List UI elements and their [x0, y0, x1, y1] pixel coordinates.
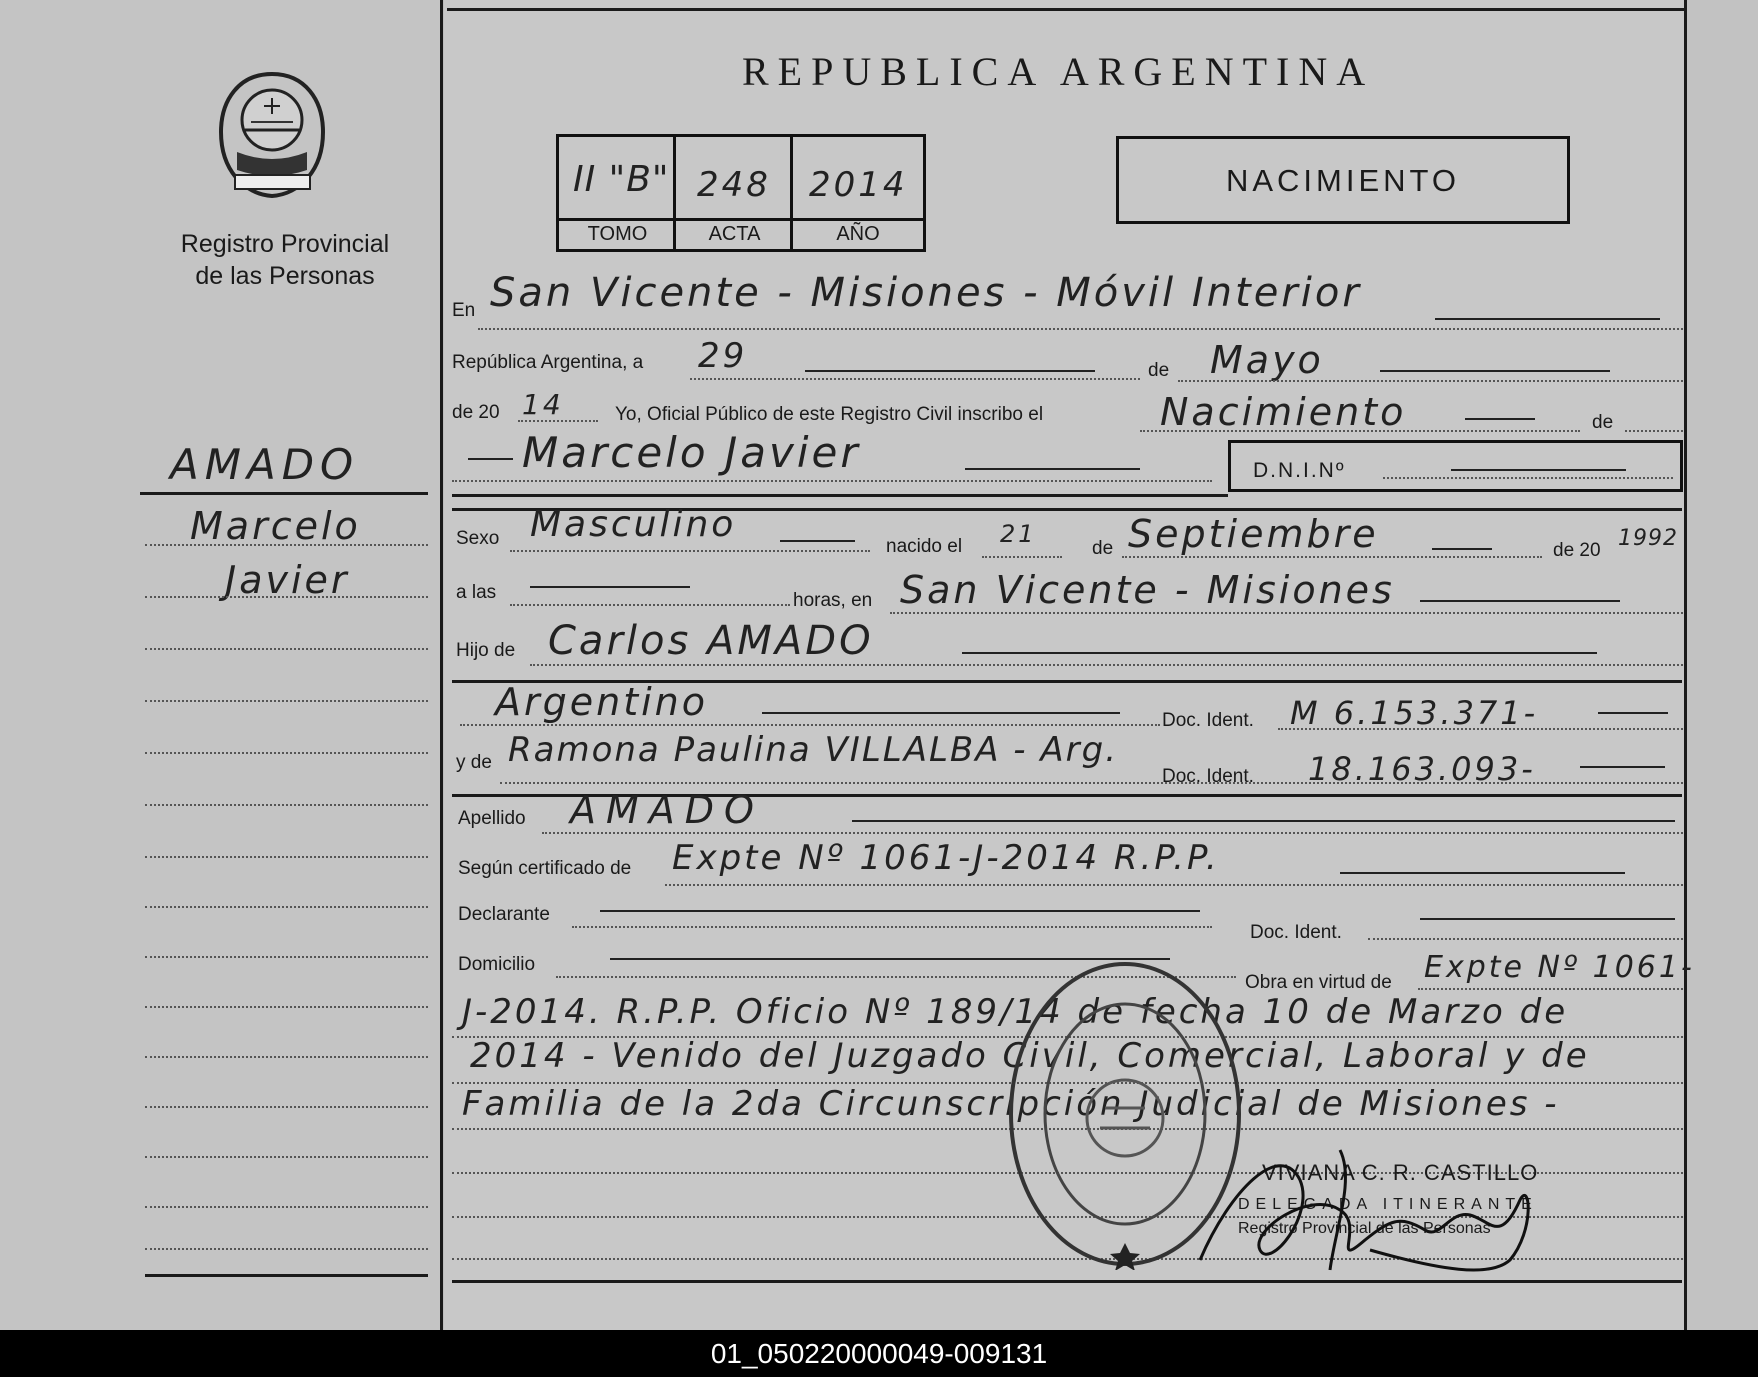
- left-dots: [145, 1248, 428, 1250]
- nacido-month-dots: [1122, 556, 1542, 558]
- madre-dash: [1580, 766, 1665, 768]
- tomo-value: II "B": [573, 159, 670, 200]
- left-name1: Marcelo: [190, 504, 361, 548]
- year-dots: [518, 420, 598, 422]
- horas-label: horas, en: [793, 590, 873, 611]
- left-dots: [145, 700, 428, 702]
- padre-doc-dots: [1278, 728, 1683, 730]
- acta-label: ACTA: [708, 223, 761, 245]
- signature-org: Registro Provincial de las Personas: [1238, 1220, 1491, 1237]
- left-dots: [145, 596, 428, 598]
- padre-doc-label: Doc. Ident.: [1162, 710, 1254, 731]
- padre-nac-dash: [762, 712, 1120, 714]
- nombre-value: Marcelo Javier: [522, 428, 861, 477]
- en-value: San Vicente - Misiones - Móvil Interior: [490, 270, 1362, 316]
- sexo-dash: [780, 540, 855, 542]
- padre-value: Carlos AMADO: [548, 618, 874, 664]
- country-title: REPUBLICA ARGENTINA: [742, 49, 1375, 94]
- padre-nac: Argentino: [495, 680, 708, 724]
- dni-label: D.N.I.Nº: [1253, 459, 1346, 482]
- yde-label: y de: [456, 752, 492, 773]
- nacido-year: 1992: [1618, 526, 1678, 551]
- inscribo-value: Nacimiento: [1160, 390, 1407, 434]
- obra-value: Expte Nº 1061-: [1424, 950, 1695, 985]
- en-label: En: [452, 300, 476, 321]
- left-bottom-rule: [145, 1274, 428, 1277]
- left-dots: [145, 1106, 428, 1108]
- en-dots: [478, 328, 1683, 330]
- madre-doc-label: Doc. Ident.: [1162, 766, 1254, 787]
- province-seal-logo: [215, 70, 330, 200]
- nacido-de-label: de: [1092, 538, 1114, 559]
- nacido-label: nacido el: [886, 536, 963, 557]
- right-margin: [1687, 0, 1758, 1330]
- hijo-label: Hijo de: [456, 640, 516, 661]
- yo-label: Yo, Oficial Público de este Registro Civil inscribo el: [615, 404, 1044, 425]
- padre-doc: M 6.153.371-: [1290, 694, 1539, 732]
- segun-label: Según certificado de: [458, 858, 632, 879]
- obs-line3: Familia de la 2da Circunscripción Judicial de Misiones -: [462, 1084, 1560, 1124]
- left-dots: [145, 544, 428, 546]
- top-rule: [447, 8, 1684, 11]
- doc-type-box: [1116, 136, 1570, 224]
- org-name-line2: de las Personas: [195, 262, 375, 290]
- declarante-dash: [600, 910, 1200, 912]
- padre-dash: [962, 652, 1597, 654]
- domicilio-label: Domicilio: [458, 954, 536, 975]
- obra-dots: [1418, 988, 1683, 990]
- inscribo-dash: [1465, 418, 1535, 420]
- left-dots: [145, 906, 428, 908]
- left-surname-rule: [140, 492, 428, 495]
- year-value: 14: [522, 388, 564, 421]
- de-label: de: [1148, 360, 1170, 381]
- padre-doc-dash: [1598, 712, 1668, 714]
- declarante-doc-dash: [1420, 918, 1675, 920]
- inscribo-dots: [1140, 430, 1580, 432]
- signature-title: DELEGADA ITINERANTE: [1238, 1196, 1538, 1213]
- left-name2: Javier: [225, 558, 350, 602]
- madre-doc: 18.163.093-: [1308, 750, 1536, 788]
- tomo-label: TOMO: [587, 223, 648, 245]
- obs-line1: J-2014. R.P.P. Oficio Nº 189/14 de fecha 10 de Marzo de: [462, 992, 1569, 1032]
- obs-line2: 2014 - Venido del Juzgado Civil, Comercial, Laboral y de: [470, 1036, 1590, 1076]
- nacido-dash: [1432, 548, 1492, 550]
- nombre-dash-left: [468, 458, 513, 460]
- segun-dash: [1340, 872, 1625, 874]
- nacido-day: 21: [1000, 520, 1037, 548]
- apellido-label: Apellido: [458, 808, 526, 829]
- registry-box: [556, 134, 926, 252]
- obra-label: Obra en virtud de: [1245, 972, 1392, 993]
- de-end-label: de: [1592, 412, 1614, 433]
- day-value: 29: [698, 336, 748, 376]
- org-name-line1: Registro Provincial: [180, 230, 390, 258]
- alas-label: a las: [456, 582, 497, 603]
- declarante-dots: [572, 926, 1212, 928]
- declarante-label: Declarante: [458, 904, 550, 925]
- declarante-doc-label: Doc. Ident.: [1250, 922, 1342, 943]
- day-dots: [690, 378, 1140, 380]
- alas-dash: [530, 586, 690, 588]
- left-divider: [440, 0, 443, 1330]
- left-dots: [145, 1206, 428, 1208]
- apellido-dots: [542, 832, 1683, 834]
- alas-dots: [510, 604, 790, 606]
- bottom-rule: [452, 1280, 1682, 1283]
- day-dash: [805, 370, 1095, 372]
- horas-place: San Vicente - Misiones: [900, 568, 1395, 612]
- segun-value: Expte Nº 1061-J-2014 R.P.P.: [672, 838, 1220, 878]
- signature-name: VIVIANA C. R. CASTILLO: [1262, 1160, 1539, 1185]
- nacido-day-dots: [982, 556, 1062, 558]
- apellido-dash: [852, 820, 1675, 822]
- month-dots: [1178, 380, 1683, 382]
- left-dots: [145, 648, 428, 650]
- de20-label: de 20: [452, 402, 500, 423]
- left-dots: [145, 956, 428, 958]
- dni-dash: [1451, 469, 1626, 471]
- anio-value: 2014: [809, 165, 908, 205]
- rep-label: República Argentina, a: [452, 352, 644, 373]
- anio-label: AÑO: [836, 223, 880, 245]
- en-dash: [1435, 318, 1660, 320]
- handwritten-signature: [1190, 1120, 1550, 1280]
- padre-dots: [530, 664, 1683, 666]
- dni-box: [1228, 440, 1683, 492]
- doc-type-label: NACIMIENTO: [1225, 163, 1461, 198]
- madre-value: Ramona Paulina VILLALBA - Arg.: [508, 730, 1119, 770]
- sexo-label: Sexo: [456, 528, 500, 549]
- month-value: Mayo: [1210, 338, 1324, 382]
- madre-dots: [500, 782, 1683, 784]
- horas-dash: [1420, 600, 1620, 602]
- nombre-dots: [452, 480, 1212, 482]
- acta-value: 248: [697, 165, 771, 205]
- left-dots: [145, 1156, 428, 1158]
- sexo-dots: [510, 550, 870, 552]
- nombre-dash: [965, 468, 1140, 470]
- segun-dots: [665, 884, 1683, 886]
- sexo-value: Masculino: [530, 504, 737, 545]
- apellido-value: AMADO: [570, 788, 764, 832]
- left-dots: [145, 856, 428, 858]
- left-dots: [145, 752, 428, 754]
- footer-barcode-text: 01_050220000049-009131: [0, 1330, 1758, 1377]
- section-rule-1: [452, 494, 1228, 497]
- declarante-doc-dots: [1368, 938, 1683, 940]
- left-dots: [145, 804, 428, 806]
- left-dots: [145, 1056, 428, 1058]
- nacido-de20-label: de 20: [1553, 540, 1601, 561]
- horas-dots: [890, 612, 1683, 614]
- left-surname: AMADO: [170, 440, 360, 489]
- padre-nac-dots: [460, 724, 1160, 726]
- month-dash: [1380, 370, 1610, 372]
- dni-dots: [1383, 477, 1673, 479]
- left-dots: [145, 1006, 428, 1008]
- nacido-month: Septiembre: [1128, 512, 1379, 556]
- de-end-dots: [1625, 430, 1683, 432]
